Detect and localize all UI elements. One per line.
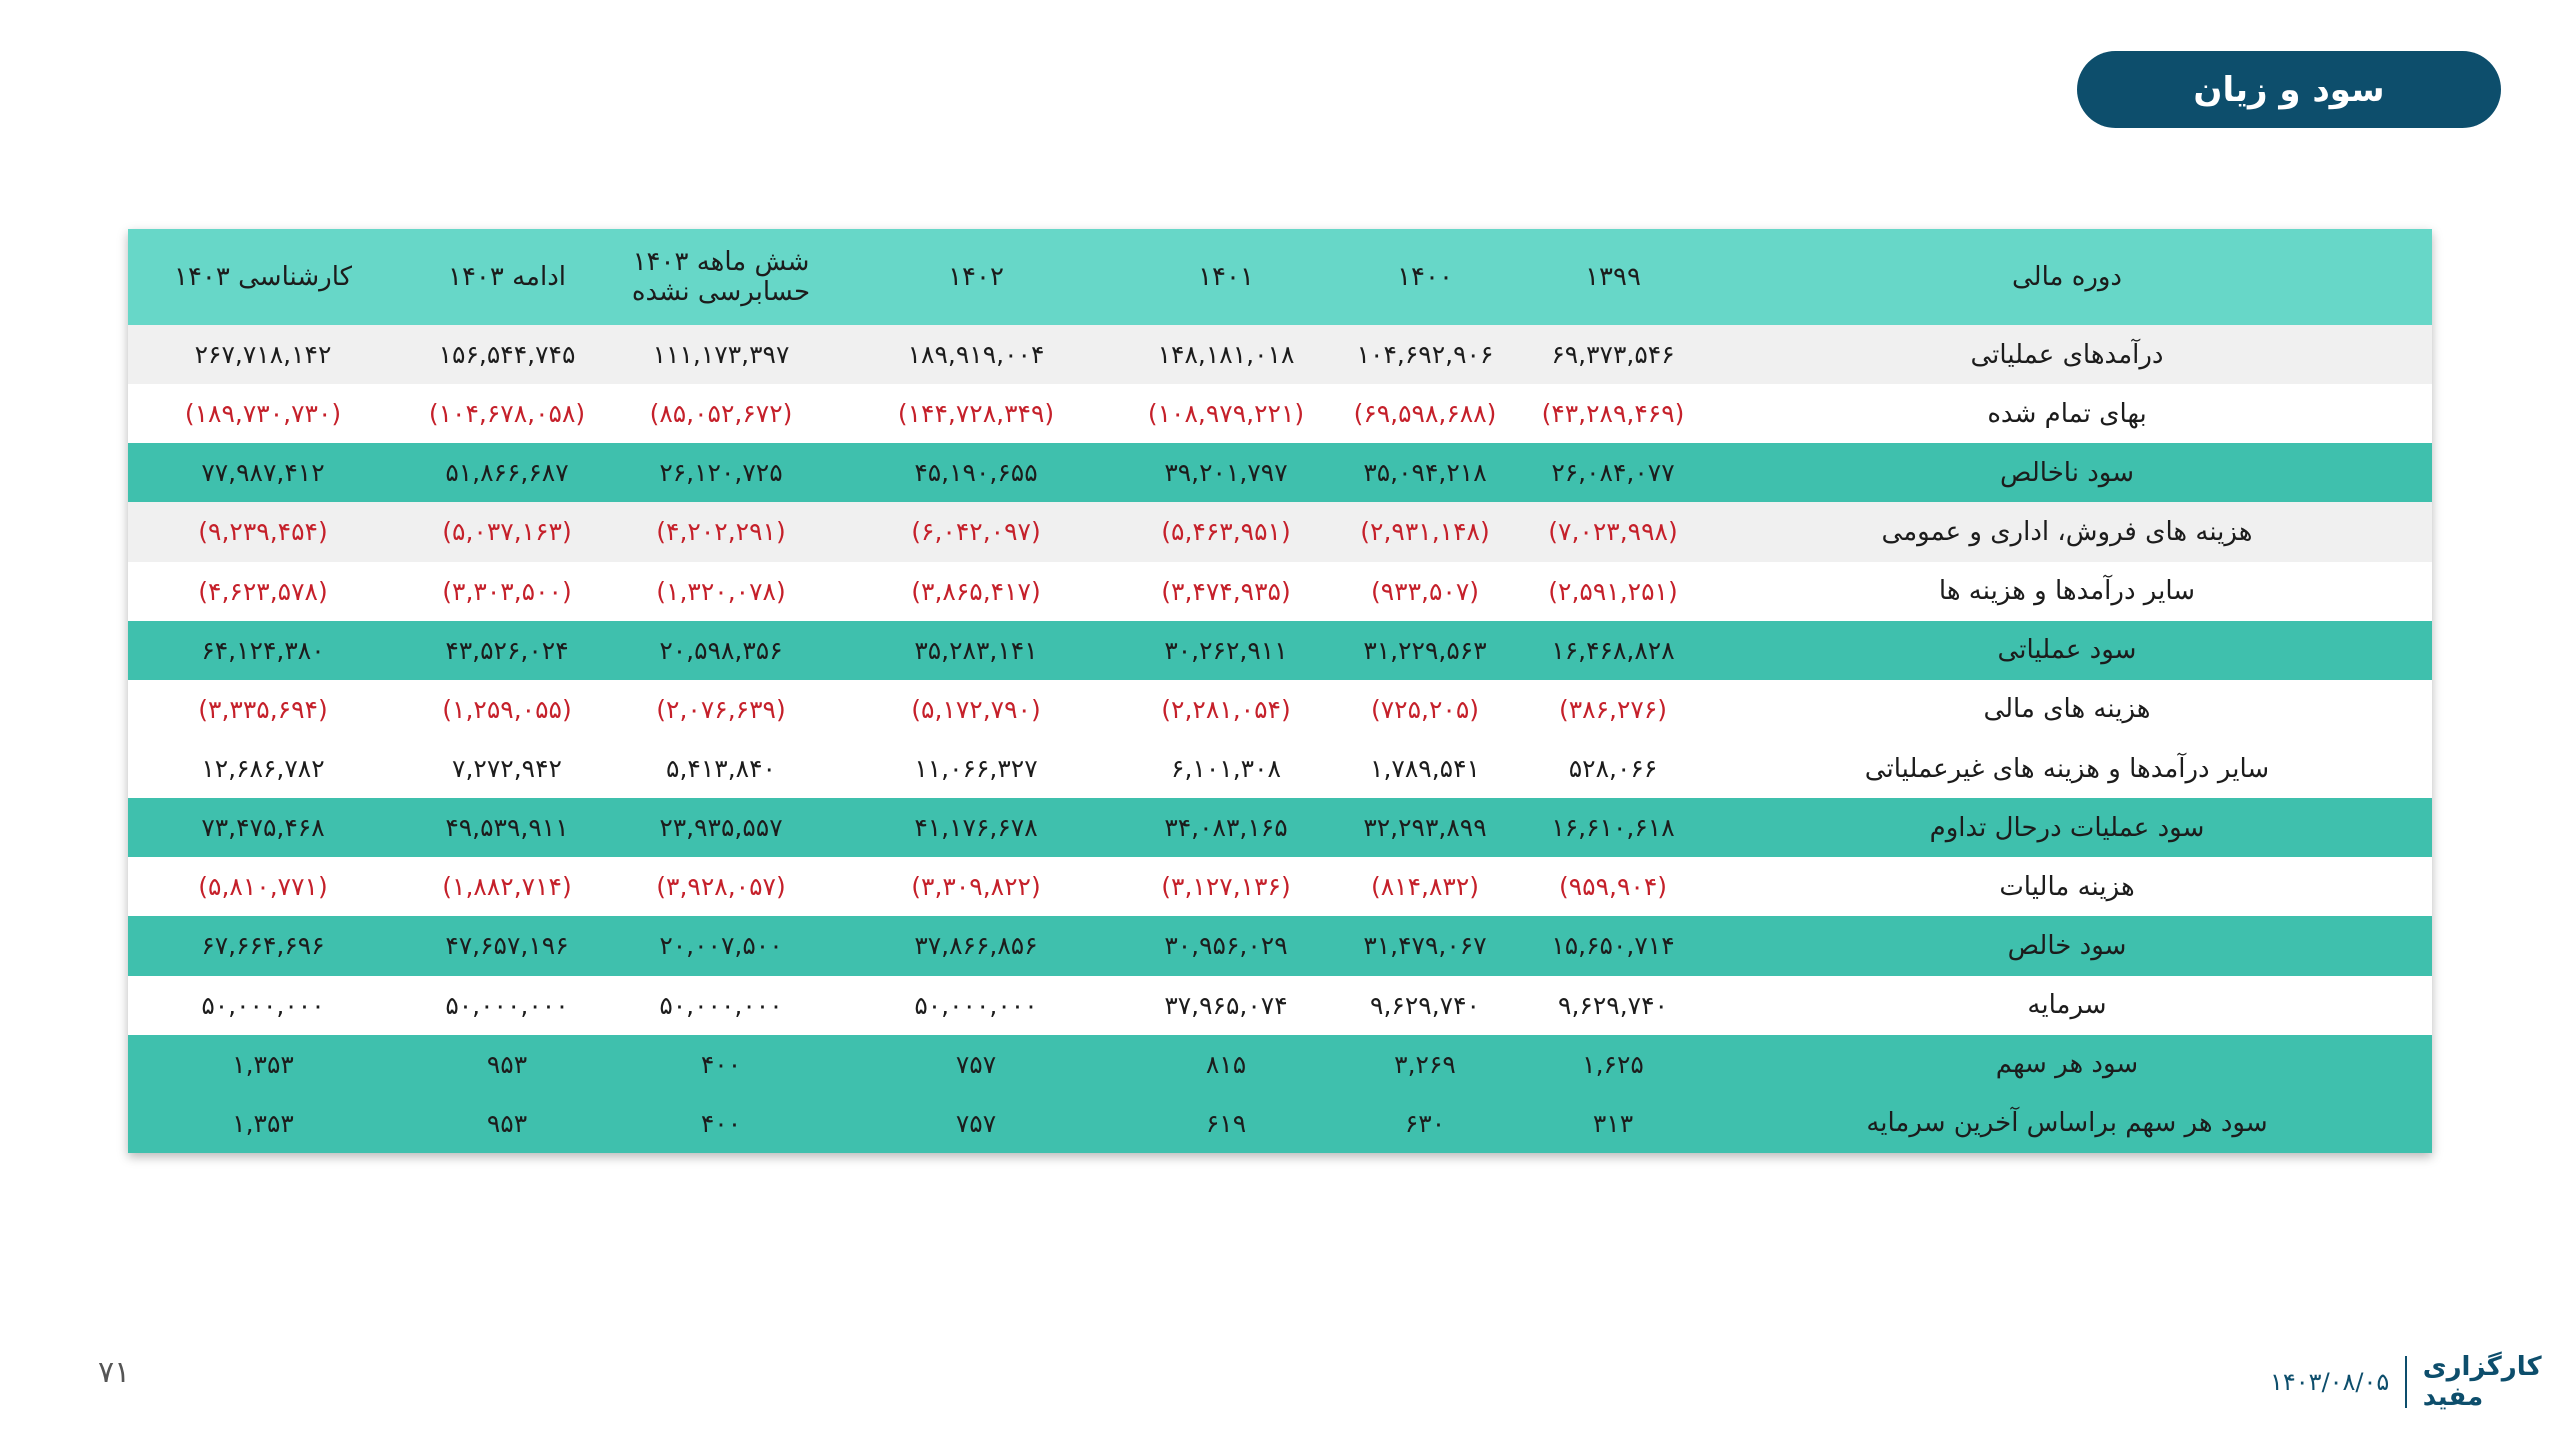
value-expert-1403: (۳,۳۳۵,۶۹۴) [198, 694, 328, 724]
value-1402: ۳۷,۸۶۶,۸۵۶ [914, 931, 1038, 961]
row-label: هزینه مالیات [1999, 871, 2135, 902]
value-six-month-1403: ۲۰,۰۰۷,۵۰۰ [659, 931, 783, 961]
value-six-month-1403: (۲,۰۷۶,۶۳۹) [656, 694, 786, 724]
income-statement-table-container [128, 229, 2432, 1153]
value-continue-1403: ۴۷,۶۵۷,۱۹۶ [445, 931, 569, 961]
value-six-month-1403: (۳,۹۲۸,۰۵۷) [656, 872, 786, 902]
value-expert-1403: ۵۰,۰۰۰,۰۰۰ [201, 990, 325, 1020]
value-1400: ۳۱,۴۷۹,۰۶۷ [1363, 931, 1487, 961]
value-1401: ۸۱۵ [1205, 1049, 1247, 1079]
table-row [128, 857, 2432, 916]
value-continue-1403: ۷,۲۷۲,۹۴۲ [452, 754, 562, 784]
value-six-month-1403: ۴۰۰ [700, 1108, 742, 1138]
value-1402: (۳,۸۶۵,۴۱۷) [911, 576, 1041, 606]
value-1402: ۱۱,۰۶۶,۳۲۷ [914, 754, 1038, 784]
value-six-month-1403: ۱۱۱,۱۷۳,۳۹۷ [652, 340, 790, 370]
value-1400: (۲,۹۳۱,۱۴۸) [1360, 517, 1490, 547]
row-label: سود هر سهم براساس آخرین سرمایه [1866, 1108, 2268, 1139]
header-year-1399: ۱۳۹۹ [1585, 262, 1641, 292]
value-1401: ۱۴۸,۱۸۱,۰۱۸ [1157, 340, 1295, 370]
value-expert-1403: ۱,۳۵۳ [232, 1049, 294, 1079]
value-1401: (۳,۴۷۴,۹۳۵) [1161, 576, 1291, 606]
value-1400: ۱,۷۸۹,۵۴۱ [1370, 754, 1480, 784]
value-continue-1403: ۹۵۳ [486, 1049, 528, 1079]
value-1400: ۳۲,۲۹۳,۸۹۹ [1363, 813, 1487, 843]
table-row [128, 680, 2432, 739]
value-1401: (۳,۱۲۷,۱۳۶) [1161, 872, 1291, 902]
table-row [128, 1035, 2432, 1094]
value-continue-1403: ۱۵۶,۵۴۴,۷۴۵ [438, 340, 576, 370]
footer-date: ۱۴۰۳/۰۸/۰۵ [2270, 1368, 2390, 1396]
table-row [128, 325, 2432, 384]
table-row [128, 384, 2432, 443]
table-row [128, 1094, 2432, 1153]
header-six-month-line2: حسابرسی نشده [631, 277, 811, 307]
table-header-row [128, 229, 2432, 325]
value-1400: (۷۲۵,۲۰۵) [1370, 694, 1480, 724]
value-six-month-1403: ۴۰۰ [700, 1049, 742, 1079]
table-row [128, 621, 2432, 680]
value-1400: ۳۱,۲۲۹,۵۶۳ [1363, 635, 1487, 665]
value-1400: ۳,۲۶۹ [1394, 1049, 1456, 1079]
header-six-month-1403 [616, 229, 826, 325]
header-fiscal-period: دوره مالی [2011, 262, 2123, 292]
value-expert-1403: (۴,۶۲۳,۵۷۸) [198, 576, 328, 606]
value-1399: ۱۶,۶۱۰,۶۱۸ [1551, 813, 1675, 843]
table-row [128, 739, 2432, 798]
value-1402: (۶,۰۴۲,۰۹۷) [911, 517, 1041, 547]
value-continue-1403: (۵,۰۳۷,۱۶۳) [442, 517, 572, 547]
table-body [128, 325, 2432, 1153]
value-1400: (۸۱۴,۸۳۲) [1370, 872, 1480, 902]
value-1399: ۱۶,۴۶۸,۸۲۸ [1551, 635, 1675, 665]
row-label: سایر درآمدها و هزینه ها [1938, 576, 2196, 607]
footer-brand [2270, 1352, 2560, 1412]
value-1402: ۱۸۹,۹۱۹,۰۰۴ [907, 340, 1045, 370]
table-row [128, 976, 2432, 1035]
value-continue-1403: (۱,۸۸۲,۷۱۴) [442, 872, 572, 902]
value-1399: ۳۱۳ [1592, 1108, 1634, 1138]
value-six-month-1403: (۸۵,۰۵۲,۶۷۲) [649, 399, 793, 429]
value-1402: (۱۴۴,۷۲۸,۳۴۹) [897, 399, 1055, 429]
value-1402: ۳۵,۲۸۳,۱۴۱ [914, 635, 1038, 665]
value-1400: ۶۳۰ [1404, 1108, 1446, 1138]
header-year-1400: ۱۴۰۰ [1397, 262, 1453, 292]
value-1401: ۳۷,۹۶۵,۰۷۴ [1164, 990, 1288, 1020]
value-1400: ۹,۶۲۹,۷۴۰ [1370, 990, 1480, 1020]
header-year-1401: ۱۴۰۱ [1198, 262, 1254, 292]
income-statement-table [128, 229, 2432, 1153]
row-label: سود هر سهم [1995, 1049, 2139, 1080]
value-expert-1403: (۵,۸۱۰,۷۷۱) [198, 872, 328, 902]
value-1401: ۳۴,۰۸۳,۱۶۵ [1164, 813, 1288, 843]
value-1399: (۳۸۶,۲۷۶) [1558, 694, 1668, 724]
row-label: سایر درآمدها و هزینه های غیرعملیاتی [1864, 753, 2270, 784]
row-label: سود ناخالص [2000, 457, 2134, 488]
value-1399: (۷,۰۲۳,۹۹۸) [1548, 517, 1678, 547]
value-1399: ۲۶,۰۸۴,۰۷۷ [1551, 458, 1675, 488]
value-1402: (۵,۱۷۲,۷۹۰) [911, 694, 1041, 724]
row-label: سود عملیاتی [1997, 635, 2137, 666]
value-1401: (۲,۲۸۱,۰۵۴) [1161, 694, 1291, 724]
value-1400: ۳۵,۰۹۴,۲۱۸ [1363, 458, 1487, 488]
value-1399: ۱۵,۶۵۰,۷۱۴ [1551, 931, 1675, 961]
header-continue-1403: ادامه ۱۴۰۳ [447, 262, 566, 292]
table-row [128, 562, 2432, 621]
value-expert-1403: ۷۳,۴۷۵,۴۶۸ [201, 813, 325, 843]
value-continue-1403: ۹۵۳ [486, 1108, 528, 1138]
value-expert-1403: (۹,۲۳۹,۴۵۴) [198, 517, 328, 547]
value-1399: ۶۹,۳۷۳,۵۴۶ [1551, 340, 1675, 370]
table-row [128, 916, 2432, 975]
row-label: بهای تمام شده [1987, 398, 2147, 429]
value-1401: ۳۰,۲۶۲,۹۱۱ [1164, 635, 1288, 665]
value-six-month-1403: ۲۳,۹۳۵,۵۵۷ [659, 813, 783, 843]
table-row [128, 443, 2432, 502]
value-expert-1403: ۱,۳۵۳ [232, 1108, 294, 1138]
value-1400: (۶۹,۵۹۸,۶۸۸) [1353, 399, 1497, 429]
value-1402: ۴۱,۱۷۶,۶۷۸ [914, 813, 1038, 843]
footer-divider [2405, 1356, 2406, 1408]
value-continue-1403: ۴۹,۵۳۹,۹۱۱ [445, 813, 569, 843]
row-label: سود خالص [2007, 930, 2127, 961]
row-label: هزینه های فروش، اداری و عمومی [1881, 516, 2253, 547]
header-six-month-line1: شش ماهه ۱۴۰۳ [632, 247, 810, 277]
value-expert-1403: ۷۷,۹۸۷,۴۱۲ [201, 458, 325, 488]
value-six-month-1403: ۵,۴۱۳,۸۴۰ [666, 754, 776, 784]
value-1399: ۹,۶۲۹,۷۴۰ [1558, 990, 1668, 1020]
page-number: ۷۱ [98, 1355, 131, 1390]
value-1402: (۳,۳۰۹,۸۲۲) [911, 872, 1041, 902]
value-1401: (۱۰۸,۹۷۹,۲۲۱) [1147, 399, 1305, 429]
value-1400: (۹۳۳,۵۰۷) [1370, 576, 1480, 606]
page-title: سود و زیان [2077, 51, 2501, 128]
value-six-month-1403: (۱,۳۲۰,۰۷۸) [656, 576, 786, 606]
header-year-1402: ۱۴۰۲ [948, 262, 1004, 292]
value-1402: ۷۵۷ [955, 1049, 997, 1079]
value-expert-1403: ۶۷,۶۶۴,۶۹۶ [201, 931, 325, 961]
value-continue-1403: ۵۱,۸۶۶,۶۸۷ [445, 458, 569, 488]
value-continue-1403: ۵۰,۰۰۰,۰۰۰ [445, 990, 569, 1020]
value-continue-1403: (۳,۳۰۳,۵۰۰) [442, 576, 572, 606]
value-1399: ۵۲۸,۰۶۶ [1568, 754, 1658, 784]
value-1401: ۳۰,۹۵۶,۰۲۹ [1164, 931, 1288, 961]
value-expert-1403: (۱۸۹,۷۳۰,۷۳۰) [184, 399, 342, 429]
value-continue-1403: ۴۳,۵۲۶,۰۲۴ [445, 635, 569, 665]
value-six-month-1403: (۴,۲۰۲,۲۹۱) [656, 517, 786, 547]
table-row [128, 502, 2432, 561]
value-continue-1403: (۱۰۴,۶۷۸,۰۵۸) [428, 399, 586, 429]
value-expert-1403: ۶۴,۱۲۴,۳۸۰ [201, 635, 325, 665]
value-continue-1403: (۱,۲۵۹,۰۵۵) [442, 694, 572, 724]
value-six-month-1403: ۲۶,۱۲۰,۷۲۵ [659, 458, 783, 488]
value-1399: (۴۳,۲۸۹,۴۶۹) [1541, 399, 1685, 429]
value-1401: ۳۹,۲۰۱,۷۹۷ [1164, 458, 1288, 488]
value-1400: ۱۰۴,۶۹۲,۹۰۶ [1356, 340, 1494, 370]
value-1402: ۵۰,۰۰۰,۰۰۰ [914, 990, 1038, 1020]
row-label: هزینه های مالی [1983, 694, 2151, 725]
header-expert-1403: کارشناسی ۱۴۰۳ [174, 262, 352, 292]
table-row [128, 798, 2432, 857]
value-1402: ۴۵,۱۹۰,۶۵۵ [914, 458, 1038, 488]
value-1402: ۷۵۷ [955, 1108, 997, 1138]
row-label: سود عملیات درحال تداوم [1929, 812, 2205, 843]
value-1401: ۶۱۹ [1205, 1108, 1247, 1138]
value-1401: ۶,۱۰۱,۳۰۸ [1171, 754, 1281, 784]
value-1401: (۵,۴۶۳,۹۵۱) [1161, 517, 1291, 547]
value-1399: (۹۵۹,۹۰۴) [1558, 872, 1668, 902]
footer-brand-name: کارگزاری مفید [2422, 1352, 2542, 1412]
value-1399: (۲,۵۹۱,۲۵۱) [1548, 576, 1678, 606]
row-label: سرمایه [2027, 990, 2107, 1021]
value-six-month-1403: ۵۰,۰۰۰,۰۰۰ [659, 990, 783, 1020]
row-label: درآمدهای عملیاتی [1970, 339, 2164, 370]
value-expert-1403: ۱۲,۶۸۶,۷۸۲ [201, 754, 325, 784]
value-1399: ۱,۶۲۵ [1582, 1049, 1644, 1079]
value-expert-1403: ۲۶۷,۷۱۸,۱۴۲ [194, 340, 332, 370]
value-six-month-1403: ۲۰,۵۹۸,۳۵۶ [659, 635, 783, 665]
